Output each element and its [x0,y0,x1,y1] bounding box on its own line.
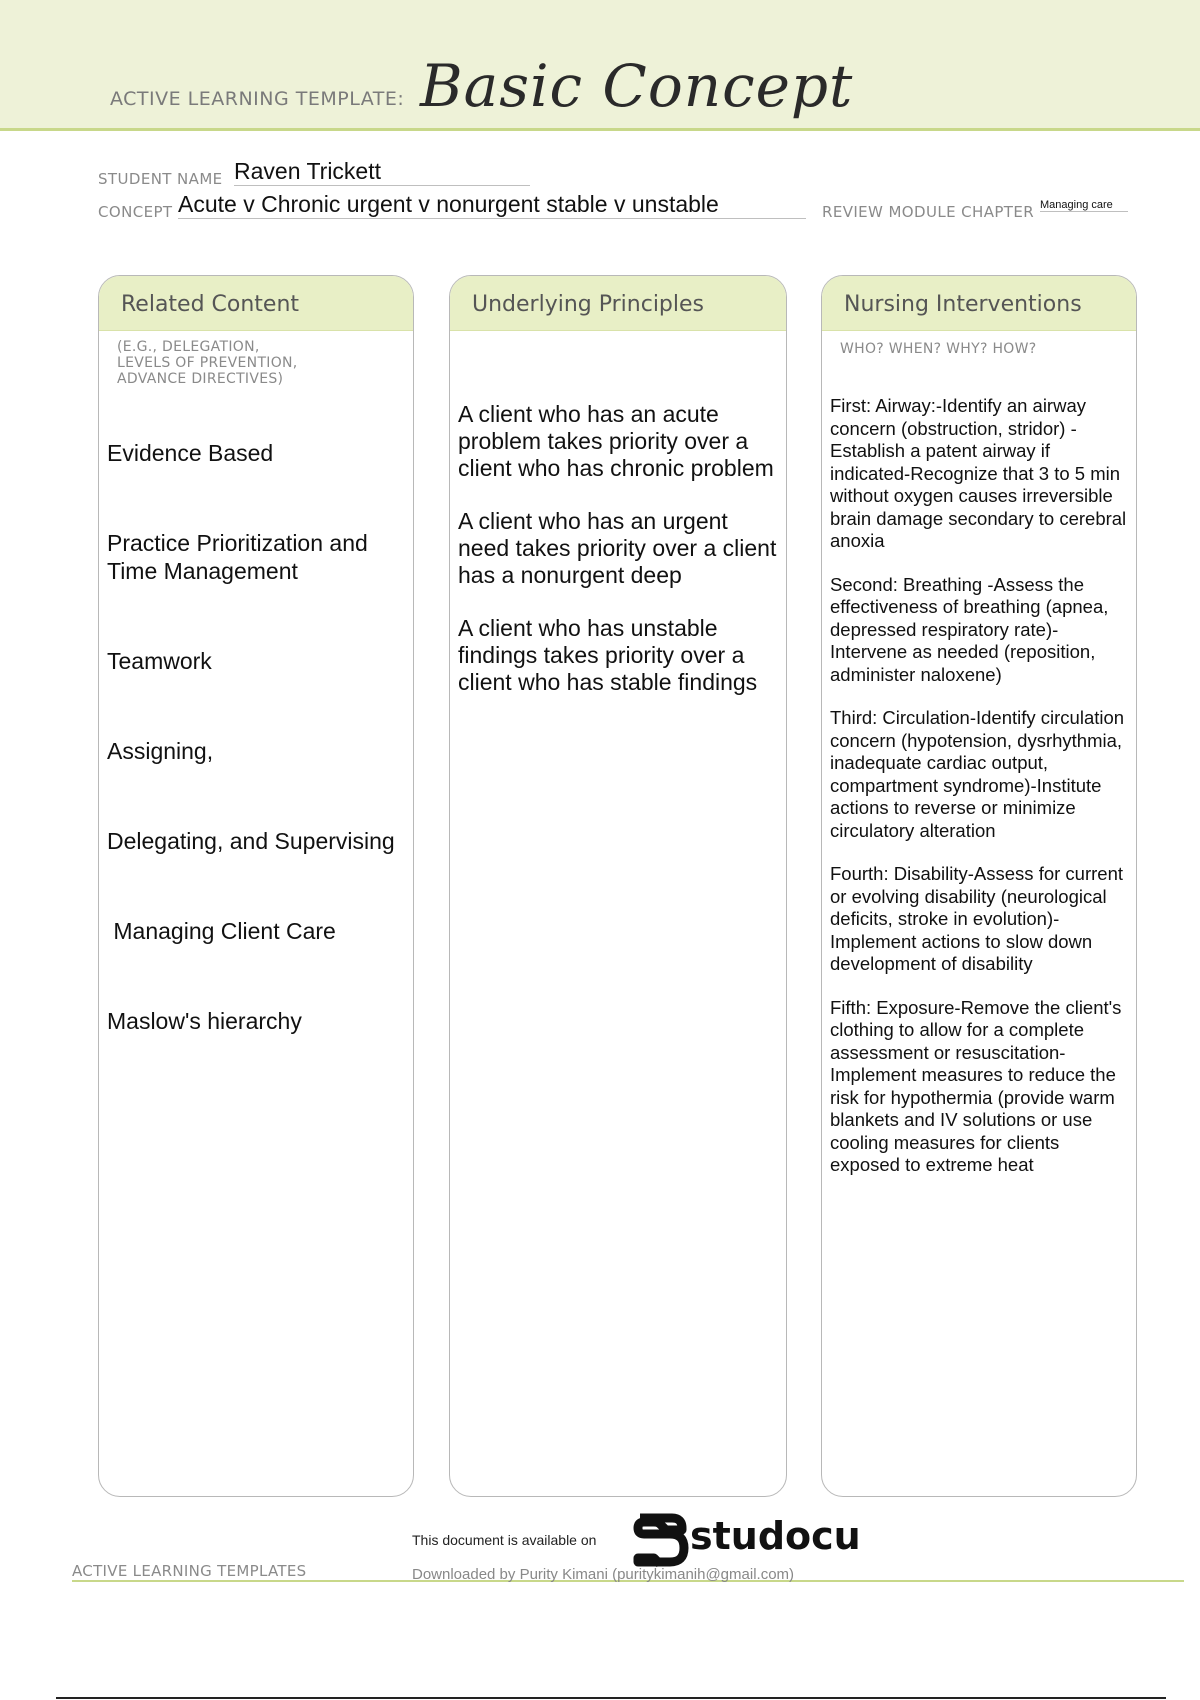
availability-note: This document is available on [412,1532,597,1548]
related-item: Managing Client Care [107,918,336,944]
related-subtitle-line: (E.G., DELEGATION, [117,339,260,355]
template-label: ACTIVE LEARNING TEMPLATE: [110,88,405,110]
principle-item: A client who has an acute problem takes priority over a client who has chronic problem [458,401,774,481]
related-item: Evidence Based [107,440,274,466]
interventions-subtitle: WHO? WHEN? WHY? HOW? [840,341,1037,357]
review-module-field[interactable]: Managing care [1040,199,1128,212]
underlying-principles-column [449,275,787,1497]
nursing-interventions-heading: Nursing Interventions [822,276,1136,331]
intervention-item: First: Airway:-Identify an airway concern (obstruction, stridor) -Establish a patent airway if indicated-Recognize that 3 to 5 min without oxygen causes irreversible brain damage secondary to cerebral anoxia [830,395,1127,551]
studocu-brand[interactable]: studocu [690,1514,861,1558]
related-content-subtitle [99,331,413,387]
concept-label: CONCEPT [98,203,173,221]
intervention-item: Third: Circulation-Identify circulation concern (hypotension, dysrhythmia, inadequate cardiac output, compartment syndrome)-Institute actions to reverse or minimize circulatory alteration [830,707,1125,841]
intervention-item: Fourth: Disability-Assess for current or evolving disability (neurological deficits, stroke in evolution)-Implement actions to slow down development of disability [830,863,1124,974]
downloaded-by-note: Downloaded by Purity Kimani (puritykimanih@gmail.com) [412,1566,795,1583]
footer-templates-label: ACTIVE LEARNING TEMPLATES [72,1562,307,1580]
template-title: Basic Concept [420,52,854,120]
related-subtitle-line: ADVANCE DIRECTIVES) [117,371,284,387]
underlying-principles-heading: Underlying Principles [450,276,786,331]
intervention-item: Fifth: Exposure-Remove the client's clothing to allow for a complete assessment or resuscitation-Implement measures to reduce the risk for hypothermia (provide warm blankets and IV solutions or use cooling measures for clients exposed to extreme heat [830,996,1122,1175]
student-name-field[interactable]: Raven Trickett [234,158,530,186]
related-item: Practice Prioritization and Time Management [107,530,374,584]
interventions-list [822,357,1136,1177]
related-item: Delegating, and Supervising [107,828,395,854]
page-bottom-rule [56,1697,1166,1699]
principle-item: A client who has unstable findings takes priority over a client who has stable findings [458,615,758,695]
nursing-interventions-column [821,275,1137,1497]
related-content-list [99,387,413,1097]
principle-item: A client who has an urgent need takes priority over a client has a nonurgent deep [458,508,777,588]
related-content-column [98,275,414,1497]
student-name-label: STUDENT NAME [98,170,223,188]
related-subtitle-line: LEVELS OF PREVENTION, [117,355,298,371]
studocu-logo-icon [630,1512,690,1568]
related-content-heading: Related Content [99,276,413,331]
review-module-label: REVIEW MODULE CHAPTER [822,203,1035,221]
intervention-item: Second: Breathing -Assess the effectiveness of breathing (apnea, depressed respiratory rate)-Intervene as needed (reposition, administer naloxene) [830,573,1109,685]
principles-list [450,331,786,696]
related-item: Maslow's hierarchy [107,1008,302,1034]
related-item: Teamwork [107,648,212,674]
related-item: Assigning, [107,738,214,764]
concept-field[interactable]: Acute v Chronic urgent v nonurgent stable v unstable [178,191,806,219]
